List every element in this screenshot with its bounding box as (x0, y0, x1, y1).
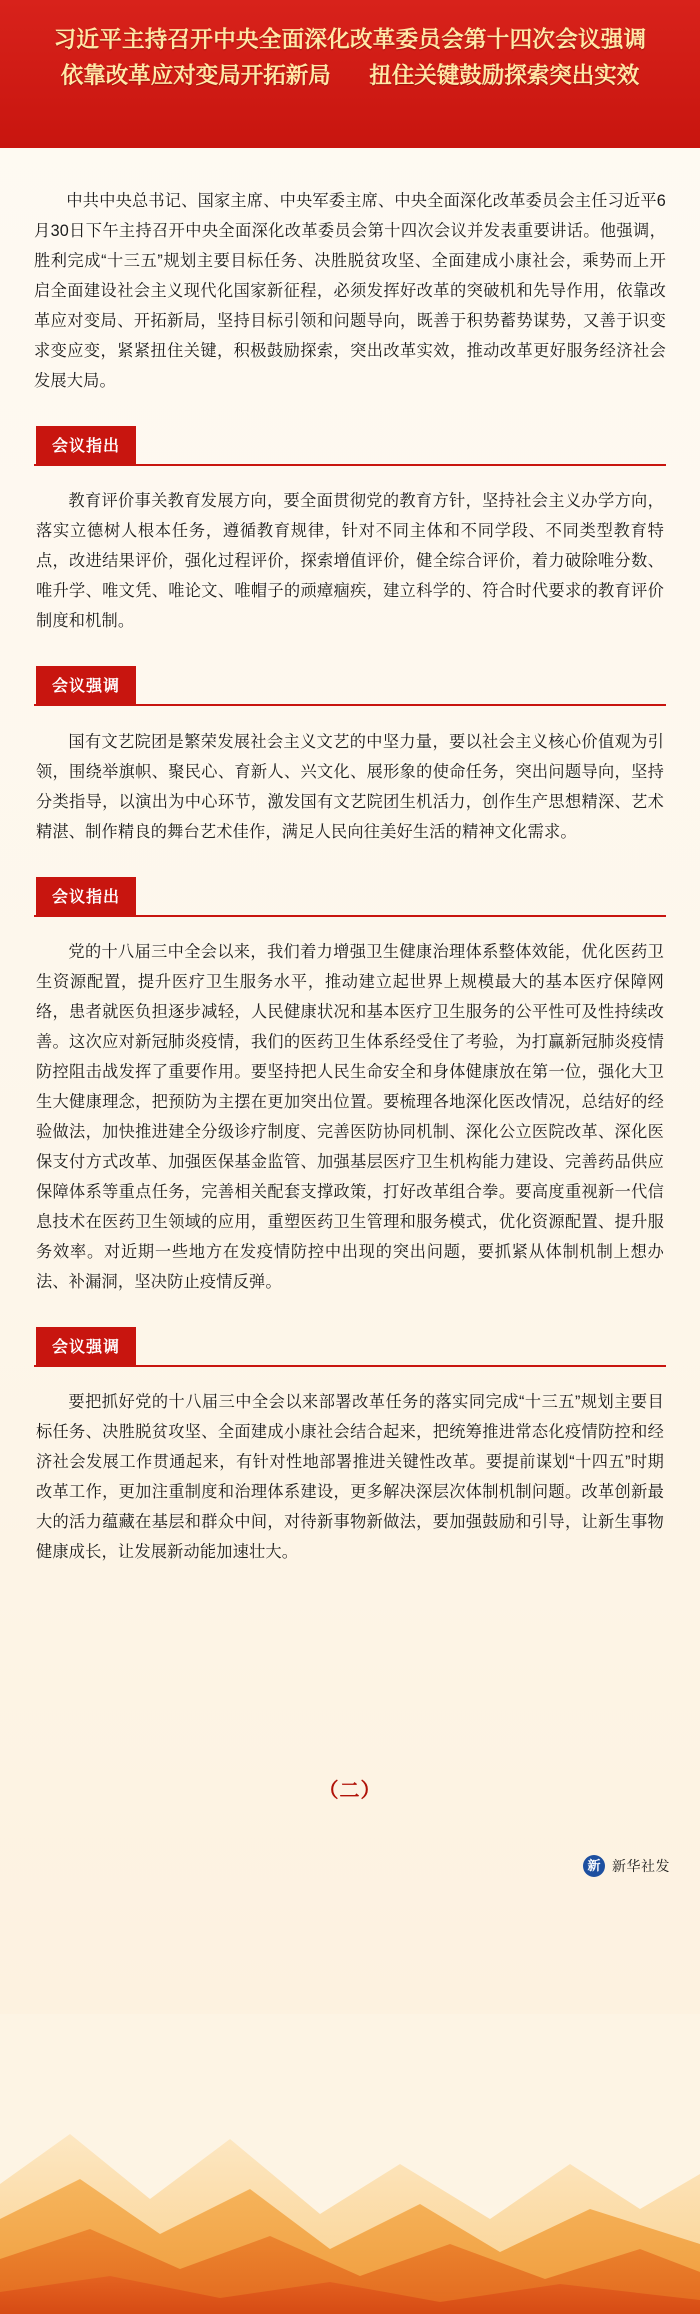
section-1-tag: 会议指出 (36, 426, 136, 464)
header-banner (0, 0, 700, 148)
lead-paragraph: 中共中央总书记、国家主席、中央军委主席、中央全面深化改革委员会主任习近平6月30日下午主持召开中央全面深化改革委员会第十四次会议并发表重要讲话。他强调，胜利完成“十三五”规划主要目标任务、决胜脱贫攻坚、全面建成小康社会，乘势而上开启全面建设社会主义现代化国家新征程，必须发挥好改革的突破机和先导作用，依靠改革应对变局、开拓新局，坚持目标引领和问题导向，既善于积势蓄势谋势，又善于识变求变应变，紧紧扭住关键，积极鼓励探索，突出改革实效，推动改革更好服务经济社会发展大局。 (34, 192, 666, 391)
section-3-body: 党的十八届三中全会以来，我们着力增强卫生健康治理体系整体效能，优化医药卫生资源配置，提升医疗卫生服务水平，推动建立起世界上规模最大的基本医疗保障网络，患者就医负担逐步减轻，人民健康状况和基本医疗卫生服务的公平性可及性持续改善。这次应对新冠肺炎疫情，我们的医药卫生体系经受住了考验，为打赢新冠肺炎疫情防控阻击战发挥了重要作用。要坚持把人民生命安全和身体健康放在第一位，强化大卫生大健康理念，把预防为主摆在更加突出位置。要梳理各地深化医改情况，总结好的经验做法，加快推进建全分级诊疗制度、完善医防协同机制、深化公立医院改革、深化医保支付方式改革、加强医保基金监管、加强基层医疗卫生机构能力建设、完善药品供应保障体系等重点任务，完善相关配套支撑政策，打好改革组合拳。要高度重视新一代信息技术在医药卫生领域的应用，重塑医药卫生管理和服务模式，优化资源配置、提升服务效率。对近期一些地方在发疫情防控中出现的突出问题，要抓紧从体制机制上想办法、补漏洞，坚决防止疫情反弹。 (36, 942, 664, 1291)
section-3-tag-wrap (34, 877, 666, 917)
section-2-tag-wrap (34, 666, 666, 706)
brand-name: 新华社发 (612, 1857, 670, 1874)
section-2-tag: 会议强调 (36, 666, 136, 704)
section-4-body: 要把抓好党的十八届三中全会以来部署改革任务的落实同完成“十三五”规划主要目标任务、决胜脱贫攻坚、全面建成小康社会结合起来，把统筹推进常态化疫情防控和经济社会发展工作贯通起来，有针对性地部署推进关键性改革。要提前谋划“十四五”时期改革工作，更加注重制度和治理体系建设，更多解决深层次体制机制问题。改革创新最大的活力蕴藏在基层和群众中间，对待新事物新做法，要加强鼓励和引导，让新生事物健康成长，让发展新动能加速壮大。 (36, 1392, 664, 1561)
headline-line-2-part-a: 依靠改革应对变局开拓新局 (60, 63, 331, 88)
section-4-tag: 会议强调 (36, 1327, 136, 1365)
headline-line-2 (30, 58, 670, 94)
section-1-body: 教育评价事关教育发展方向，要全面贯彻党的教育方针，坚持社会主义办学方向，落实立德树人根本任务，遵循教育规律，针对不同主体和不同学段、不同类型教育特点，改进结果评价，强化过程评价，探索增值评价，健全综合评价，着力破除唯分数、唯升学、唯文凭、唯论文、唯帽子的顽瘴痼疾，建立科学的、符合时代要求的教育评价制度和机制。 (36, 492, 664, 631)
headline-line-2-part-b: 扭住关键鼓励探索突出实效 (369, 63, 640, 88)
xinhua-logo-icon: 新 (583, 1855, 605, 1877)
page-footer (0, 1595, 700, 1895)
section-1 (34, 426, 666, 636)
brand-credit (583, 1855, 670, 1877)
headline-line-1: 习近平主持召开中央全面深化改革委员会第十四次会议强调 (53, 27, 647, 52)
section-2-body: 国有文艺院团是繁荣发展社会主义文艺的中坚力量，要以社会主义核心价值观为引领，围绕举旗帜、聚民心、育新人、兴文化、展形象的使命任务，突出问题导向，坚持分类指导，以演出为中心环节，激发国有文艺院团生机活力，创作生产思想精深、艺术精湛、制作精良的舞台艺术佳作，满足人民向往美好生活的精神文化需求。 (36, 732, 664, 841)
section-4-tag-wrap (34, 1327, 666, 1367)
section-3 (34, 877, 666, 1297)
section-3-tag: 会议指出 (36, 877, 136, 915)
section-1-tag-wrap (34, 426, 666, 466)
article-content (0, 148, 700, 1567)
section-4 (34, 1327, 666, 1567)
page-number: （二） (318, 1779, 382, 1802)
section-2 (34, 666, 666, 846)
mountain-decoration (0, 2014, 700, 2314)
